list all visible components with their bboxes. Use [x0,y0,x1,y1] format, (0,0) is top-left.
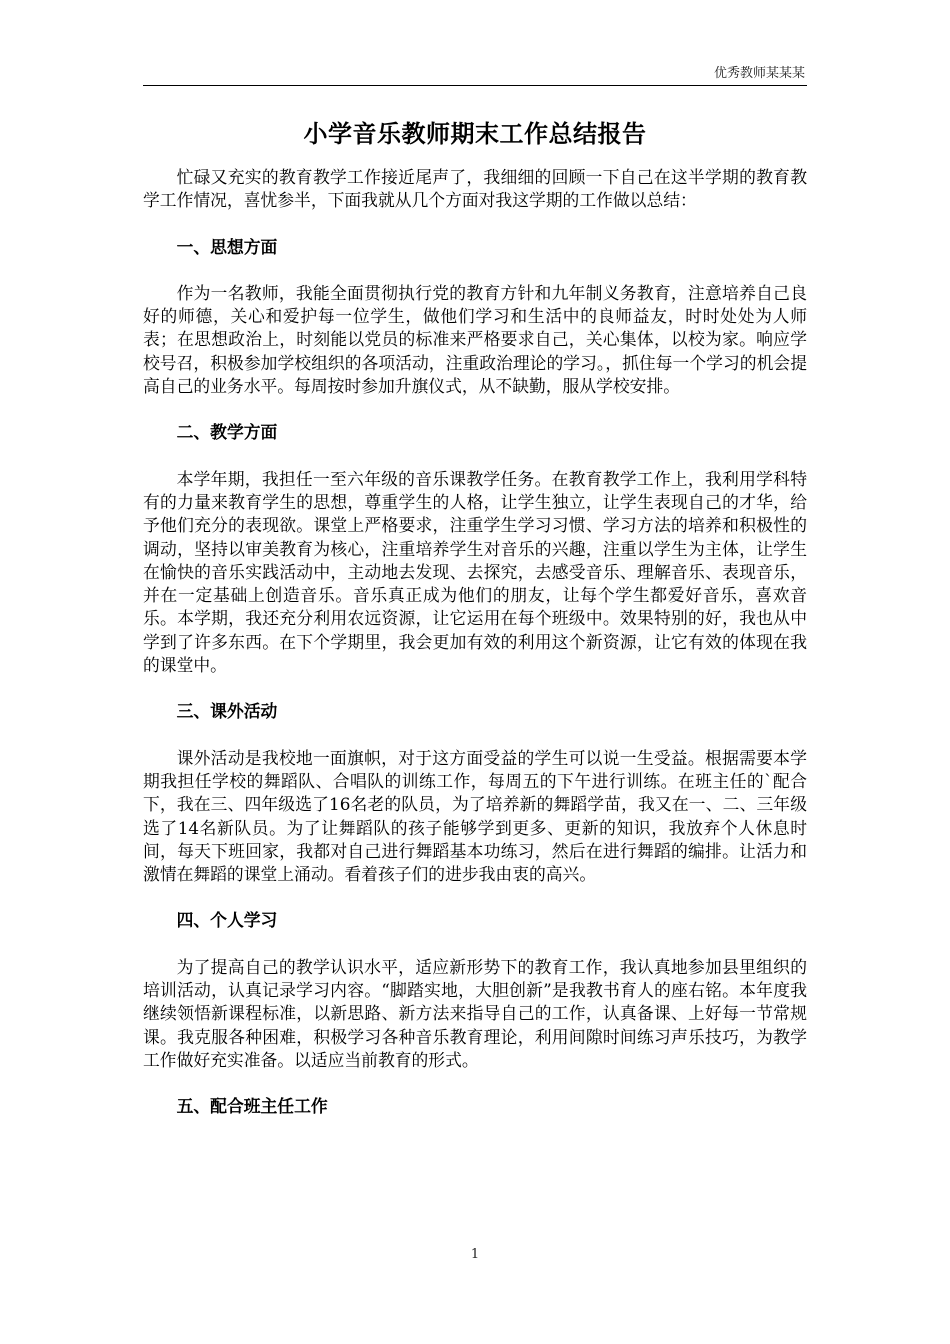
document-body [143,108,807,1142]
section-heading: 三、课外活动 [176,701,278,722]
section-extracurricular [143,700,807,886]
section-ideology [143,236,807,399]
section-teaching [143,421,807,677]
header-divider [143,85,807,86]
section-heading: 二、教学方面 [176,422,278,443]
section-heading: 一、思想方面 [176,236,278,257]
page-header-author: 优秀教师某某某 [713,66,805,81]
document-title: 小学音乐教师期末工作总结报告 [303,120,647,148]
section-heading: 五、配合班主任工作 [176,1096,328,1117]
section-body: 作为一名教师，我能全面贯彻执行党的教育方针和九年制义务教育，注意培养自己良好的师德，关心和爱护每一位学生，做他们学习和生活中的良师益友，时时处处为人师表；在思想政治上，时刻能以党员的标准来严格要求自己，关心集体，以校为家。响应学校号召，积极参加学校组织的各项活动，注重政治理论的学习。，抓住每一个学习的机会提高自己的业务水平。每周按时参加升旗仪式，从不缺勤，服从学校安排。 [143,282,807,397]
section-personal-study [143,909,807,1072]
intro-paragraph: 忙碌又充实的教育教学工作接近尾声了，我细细的回顾一下自己在这半学期的教育教学工作情况，喜忧参半，下面我就从几个方面对我这学期的工作做以总结： [143,167,807,211]
section-body: 课外活动是我校地一面旗帜，对于这方面受益的学生可以说一生受益。根据需要本学期我担任学校的舞蹈队、合唱队的训练工作，每周五的下午进行训练。在班主任的`配合下，我在三、四年级选了16名老的队员，为了培养新的舞蹈学苗，我又在一、二、三年级选了14名新队员。为了让舞蹈队的孩子能够学到更多、更新的知识，我放弃个人休息时间，每天下班回家，我都对自己进行舞蹈基本功练习，然后在进行舞蹈的编排。让活力和激情在舞蹈的课堂上涌动。看着孩子们的进步我由衷的高兴。 [143,747,807,885]
section-homeroom-cooperation [143,1095,807,1118]
section-body: 本学年期，我担任一至六年级的音乐课教学任务。在教育教学工作上，我利用学科特有的力量来教育学生的思想，尊重学生的人格，让学生独立，让学生表现自己的才华，给予他们充分的表现欲。课堂上严格要求，注重学生学习习惯、学习方法的培养和积极性的调动，坚持以审美教育为核心，注重培养学生对音乐的兴趣，注重以学生为主体，让学生在愉快的音乐实践活动中，主动地去发现、去探究，去感受音乐、理解音乐、表现音乐，并在一定基础上创造音乐。音乐真正成为他们的朋友，让每个学生都爱好音乐，喜欢音乐。本学期，我还充分利用农远资源，让它运用在每个班级中。效果特别的好，我也从中学到了许多东西。在下个学期里，我会更加有效的利用这个新资源，让它有效的体现在我的课堂中。 [143,468,807,676]
section-heading: 四、个人学习 [176,910,278,931]
page-number: 1 [470,1247,480,1262]
section-body: 为了提高自己的教学认识水平，适应新形势下的教育工作，我认真地参加县里组织的培训活动，认真记录学习内容。“脚踏实地，大胆创新”是我教书育人的座右铭。本年度我继续领悟新课程标准，以新思路、新方法来指导自己的工作，认真备课、上好每一节常规课。我克服各种困难，积极学习各种音乐教育理论，利用间隙时间练习声乐技巧，为教学工作做好充实准备。以适应当前教育的形式。 [143,956,807,1070]
